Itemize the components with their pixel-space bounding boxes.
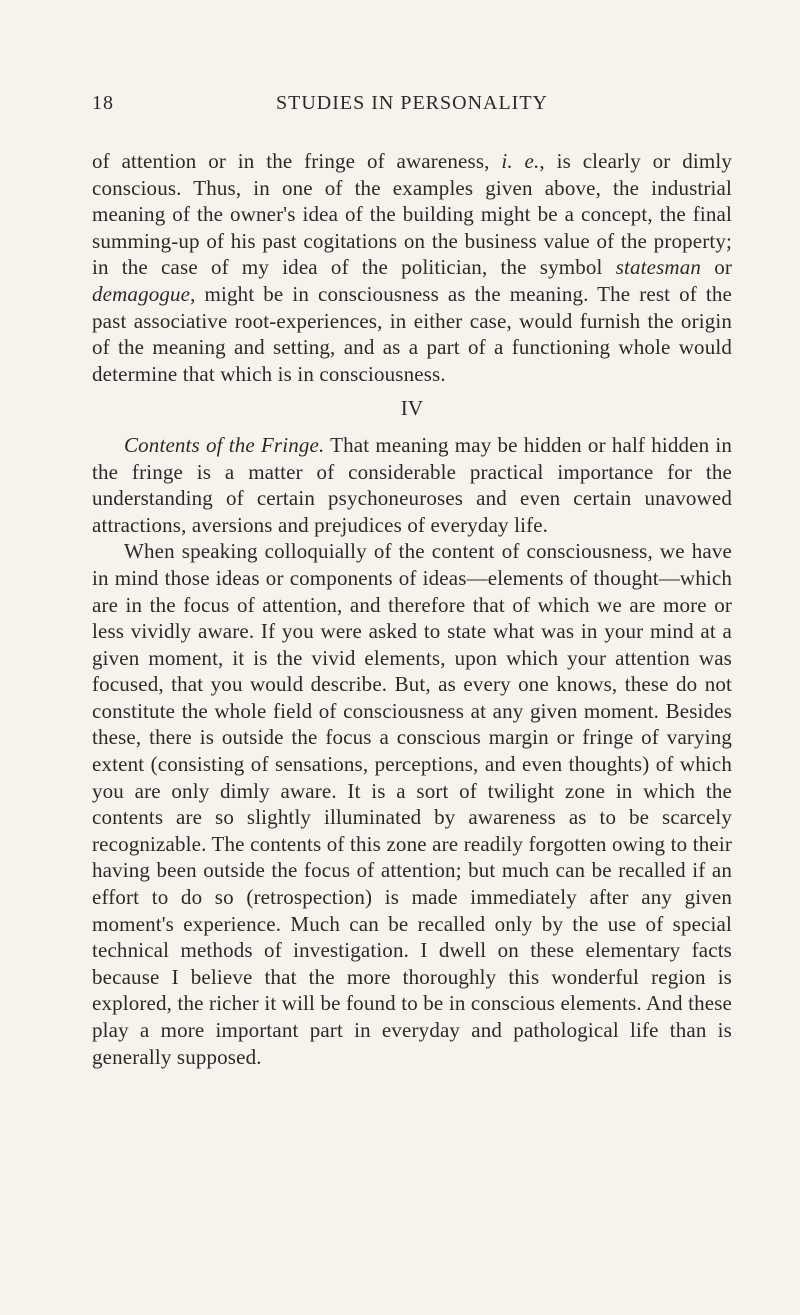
italic-term-demagogue: demagogue [92,281,191,306]
section-heading: IV [400,396,424,421]
paragraph-section-intro [92,432,732,538]
text-run: or [701,255,732,280]
paragraph-body: When speaking colloquially of the content of consciousness, we have in mind those ideas or components of ideas—elements of thought—which are in the focus of attention, and therefore that of which we are more or less vividly aware. If you were asked to state what was in your mind at a given moment, it is the vivid elements, upon which your attention was focused, that you would describe. But, as every one knows, these do not constitute the whole field of consciousness at any given moment. Besides these, there is outside the focus a conscious margin or fringe of varying extent (consisting of sensations, perceptions, and even thoughts) of which you are only dimly aware. It is a sort of twilight zone in which the contents are so slightly illuminated by awareness as to be scarcely recognizable. The contents of this zone are readily forgotten owing to their having been outside the focus of attention; but much can be recalled if an effort to do so (retrospection) is made immediately after any given moment's experience. Much can be recalled only by the use of special technical methods of investigation. I dwell on these elementary facts because I believe that the more thoroughly this wonderful region is explored, the richer it will be found to be in conscious elements. And these play a more important part in everyday and pathological life than is generally supposed. [92,539,732,1069]
italic-abbreviation: i. e. [501,149,540,173]
page-number: 18 [92,92,114,114]
page-header [92,92,732,120]
text-run: of attention or in the fringe of awareness, [92,149,502,173]
text-run: That meaning may be hidden or half hidden in the fringe is a matter of considerable practical importance for the understanding of certain psychoneuroses and even certain unavowed attractions, aversions and prejudices of everyday life. [92,432,732,537]
text-run: , might be in consciousness as the meaning. The rest of the past associative root-experiences, in either case, would furnish the origin of the meaning and setting, and as a part of a functioning whole would determine that which is in consciousness. [92,281,732,386]
body-text [92,148,732,1070]
text-run: , is clearly or dimly conscious. Thus, in one of the examples given above, the industrial meaning of the owner's idea of the building might be a concept, the final summing-up of his past cogitations on the business value of the property; in the case of my idea of the politician, the symbol [92,149,732,280]
section-title: Contents of the Fringe. [124,432,325,457]
running-head: STUDIES IN PERSONALITY [276,92,548,114]
paragraph-continuation [92,148,732,387]
italic-term-statesman: statesman [615,255,702,280]
